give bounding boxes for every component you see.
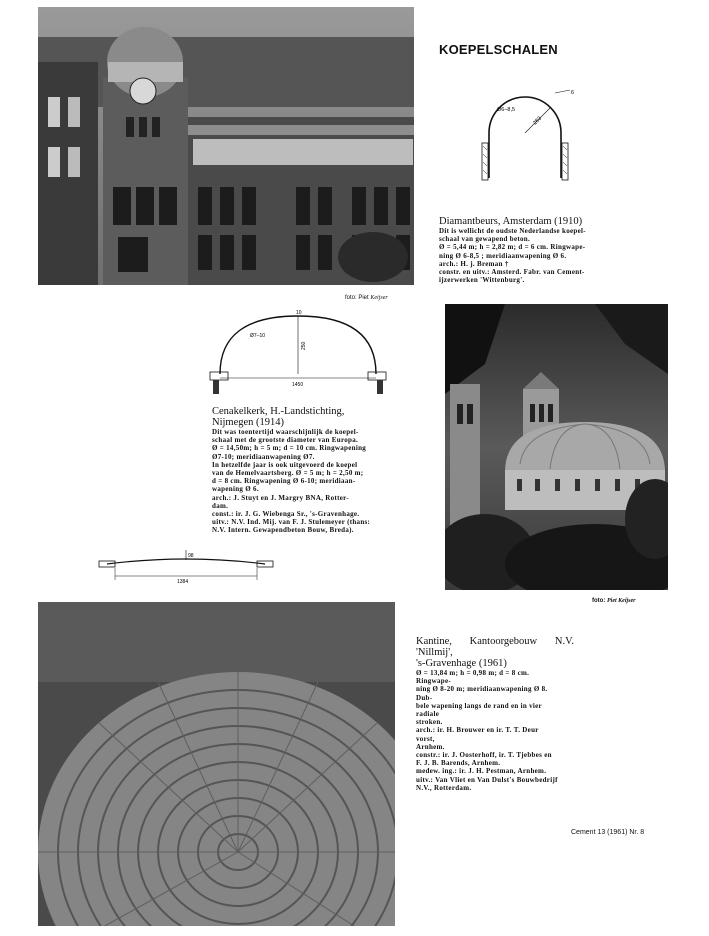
caption-line: van de Hemelvaartsberg. Ø = 5 m; h = 2,50 m; (212, 469, 364, 478)
thickness-label: 6 (571, 90, 575, 96)
caption-line: medew. ing.: ir. J. H. Pestman, Arnhem. (416, 767, 547, 776)
thickness-label: 10 (296, 310, 302, 316)
caption-line: schaal van gewapend beton. (439, 235, 531, 244)
caption-line: wapening Ø 6. (212, 485, 259, 494)
caption-line: d = 8 cm. Ringwapening Ø 6-10; meridiaan- (212, 477, 356, 486)
caption-line: uitv.: Van Vliet en Van Dulst's Bouwbedrijf (416, 775, 558, 784)
caption-body (212, 428, 390, 535)
dimension-label: 283 (532, 115, 543, 127)
caption-heading: Nijmegen (1914) (212, 417, 285, 428)
photo-nillmij-dome (38, 602, 395, 926)
page-footer: Cement 13 (1961) Nr. 8 (571, 829, 645, 836)
photo-cenakelkerk (445, 304, 668, 590)
caption-line: uitv.: N.V. Ind. Mij. van F. J. Stulemeyer (thans: (212, 518, 371, 527)
caption-body (439, 227, 624, 284)
caption-line: F. J. B. Barends, Arnhem. (416, 759, 501, 768)
caption-cenakelkerk (212, 406, 390, 535)
caption-heading: 'Nillmij', (416, 647, 453, 658)
caption-line: Ø7-10; meridiaanwapening Ø7. (212, 452, 315, 461)
caption-line: arch.: J. Stuyt en J. Margry BNA, Rotter- (212, 493, 349, 502)
caption-line: Dit was toentertijd waarschijnlijk de koepel- (212, 428, 359, 436)
caption-line: N.V. Intern. Gewapendbeton Bouw, Breda). (212, 526, 354, 535)
caption-line: Ø = 5,44 m; h = 2,82 m; d = 6 cm. Ringwape- (439, 243, 586, 252)
section-diagram-cenakelkerk (208, 308, 388, 396)
caption-line: ning Ø 8-20 m; meridiaanwapening Ø 8. (416, 685, 548, 694)
caption-line: Dit is wellicht de oudste Nederlandse koepel- (439, 227, 586, 235)
caption-line: const.: ir. J. G. Wiebenga Sr., 's-Gravenhage. (212, 510, 360, 519)
diameter-label: Ø6–8,5 (497, 107, 516, 113)
caption-line: Ø = 14,50m; h = 5 m; d = 10 cm. Ringwapening (212, 444, 367, 453)
caption-heading: Cenakelkerk, H.-Landstichting, (212, 406, 345, 417)
credit-name: Keijser (370, 295, 388, 301)
caption-line: constr. en uitv.: Amsterd. Fabr. van Cement- (439, 268, 585, 277)
credit-prefix: foto: (592, 598, 606, 604)
caption-line: bele wapening langs de rand en in vier (416, 701, 542, 710)
caption-line: constr.: ir. J. Oosterhoff, ir. T. Tjebbes en (416, 751, 552, 760)
caption-line: arch.: H. j. Breman † (439, 259, 509, 268)
span-label: 1384 (177, 579, 189, 585)
section-diagram-diamantbeurs (475, 88, 595, 193)
caption-heading: 's-Gravenhage (1961) (416, 658, 507, 669)
caption-line: arch.: ir. H. Brouwer en ir. T. T. Deur (416, 726, 539, 735)
caption-nillmij (416, 636, 574, 792)
caption-line: dam. (212, 501, 229, 510)
span-label: 1450 (292, 382, 304, 388)
caption-line: radiale (416, 710, 440, 719)
height-label: 98 (188, 553, 194, 559)
caption-line: vorst, (416, 734, 435, 743)
caption-diamantbeurs (439, 216, 624, 284)
caption-line: ijzerwerken 'Wittenburg'. (439, 276, 525, 285)
caption-line: Dub- (416, 693, 433, 702)
credit-name: Piet Keijser (607, 598, 636, 604)
caption-heading: Kantine, Kantoorgebouw N.V. (416, 636, 574, 647)
photo-credit (345, 295, 388, 301)
caption-body (416, 669, 574, 792)
caption-line: Ringwape- (416, 677, 451, 686)
height-label: 250 (301, 341, 307, 350)
page-title: KOEPELSCHALEN (439, 42, 558, 57)
reinforcement-label: Ø7–10 (250, 333, 266, 339)
caption-heading: Diamantbeurs, Amsterdam (1910) (439, 216, 583, 227)
caption-line: stroken. (416, 718, 443, 727)
caption-line: Arnhem. (416, 742, 445, 751)
caption-line: ning Ø 6-8,5 ; meridiaanwapening Ø 6. (439, 251, 567, 260)
caption-line: In hetzelfde jaar is ook uitgevoerd de koepel (212, 460, 358, 469)
caption-line: Ø = 13,84 m; h = 0,98 m; d = 8 cm. (416, 669, 530, 677)
photo-diamantbeurs (38, 7, 414, 285)
section-diagram-nillmij (97, 548, 275, 588)
credit-prefix: foto: Piet (345, 295, 369, 301)
caption-line: schaal met de grootste diameter van Europa. (212, 436, 359, 445)
photo-credit (592, 598, 636, 604)
caption-line: N.V., Rotterdam. (416, 783, 472, 792)
